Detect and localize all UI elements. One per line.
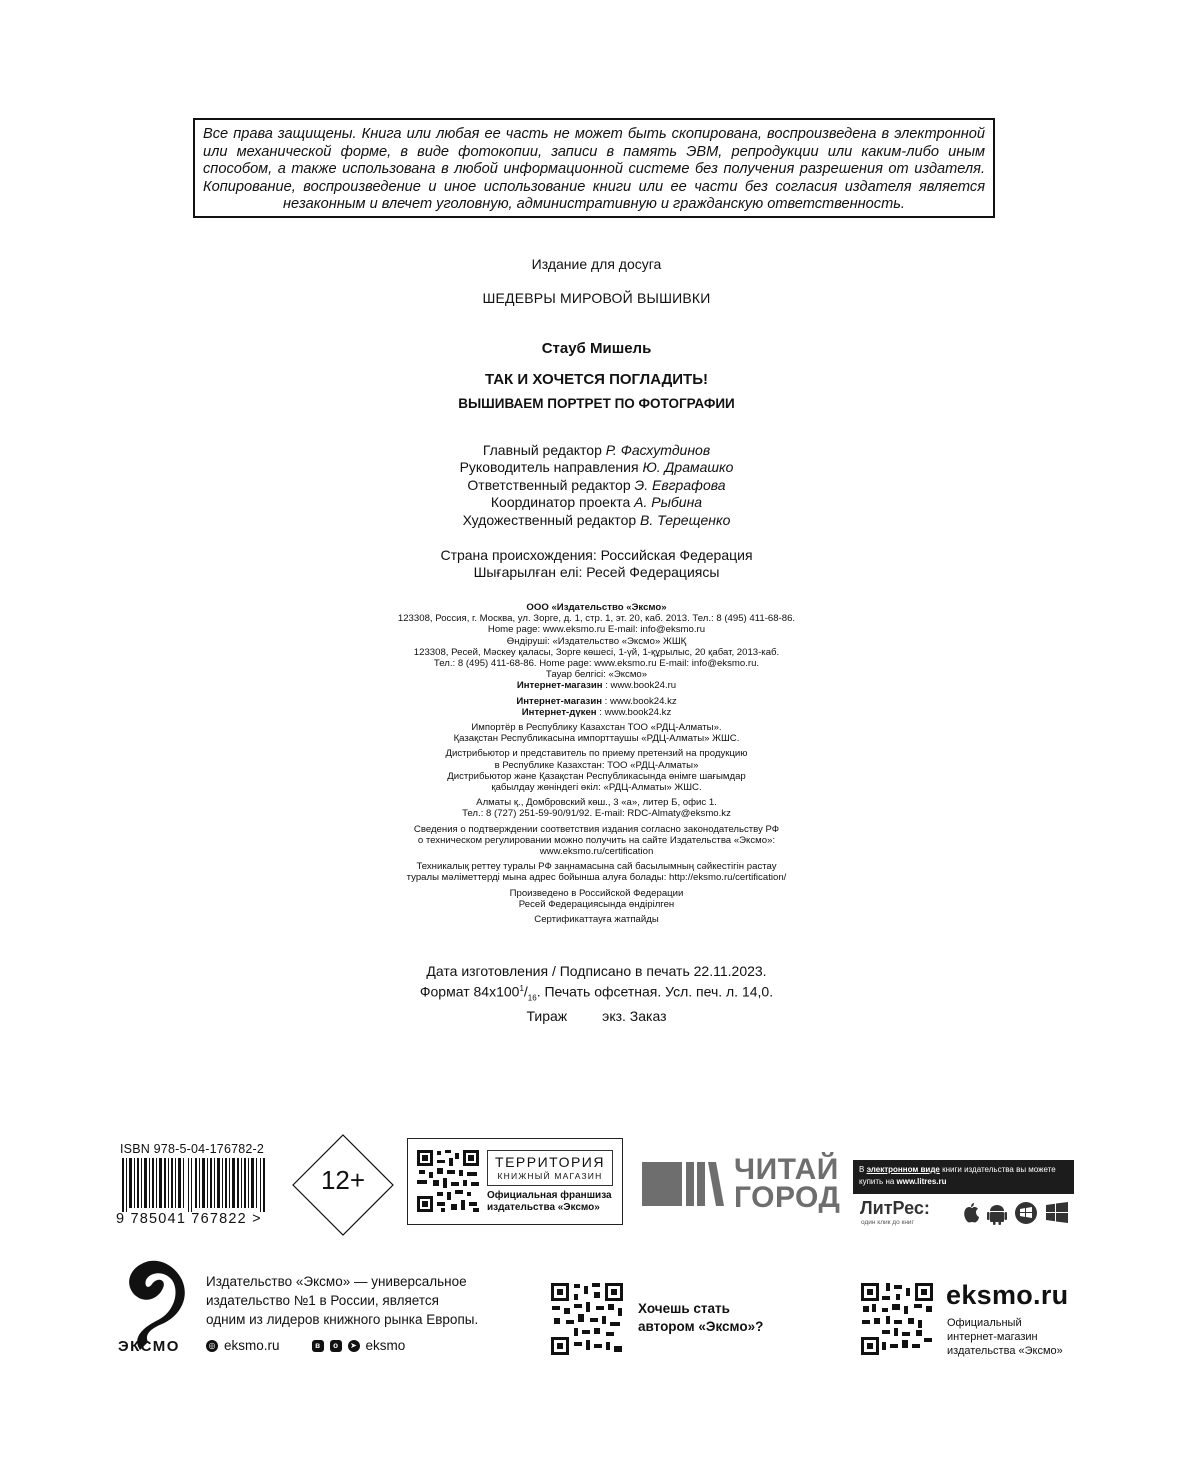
credit-role: Руководитель направления xyxy=(459,459,639,476)
credit-line xyxy=(0,494,1193,511)
publisher-group xyxy=(0,602,1193,692)
territory-caption-line: Официальная франшиза xyxy=(487,1190,612,1201)
shop-ru-url: : www.book24.ru xyxy=(602,680,677,692)
litres-text: купить на xyxy=(859,1177,897,1186)
credit-person: Э. Евграфова xyxy=(634,476,726,493)
litres-text: В xyxy=(859,1165,867,1174)
chitai-gorod-wordmark xyxy=(734,1153,841,1214)
distributor-line: Дистрибьютор и представитель по приему претензий на продукцию xyxy=(445,748,748,760)
age-rating: 12+ xyxy=(320,1165,366,1195)
eksmo-shop-description xyxy=(947,1316,1063,1358)
litres-logo: ЛитРес: xyxy=(860,1198,930,1218)
chitai-line: ЧИТАЙ xyxy=(734,1153,839,1186)
eksmo-desc-line: одним из лидеров книжного рынка Европы. xyxy=(206,1312,479,1327)
made-in-group xyxy=(0,888,1193,910)
credit-line xyxy=(0,512,1193,529)
almaty-group xyxy=(0,797,1193,819)
eksmo-site-big[interactable]: eksmo.ru xyxy=(946,1280,1069,1310)
importer-group xyxy=(0,722,1193,744)
importer-kz: Қазақстан Республикасына импорттаушы «РДЦ-Алматы» ЖШС. xyxy=(453,733,740,745)
windows-icon xyxy=(1046,1202,1068,1223)
no-cert: Сертификаттауға жатпайды xyxy=(534,914,659,926)
cert-group xyxy=(0,824,1193,858)
barcode-digits: 9 785041 767822 > xyxy=(116,1211,262,1227)
credits-block xyxy=(0,442,1193,529)
windows-phone-icon xyxy=(1015,1202,1037,1224)
android-icon xyxy=(987,1205,1007,1225)
origin-block xyxy=(0,547,1193,582)
telegram-icon[interactable]: ➤ xyxy=(348,1340,360,1352)
shop-kz2-label: Интернет-дүкен xyxy=(521,706,597,718)
credit-line xyxy=(0,442,1193,459)
isbn-label: ISBN 978-5-04-176782-2 xyxy=(120,1142,265,1156)
credit-line xyxy=(0,459,1193,476)
cert-kz-line: туралы мәліметтерді мына адрес бойынша алуға болады: http://eksmo.ru/certification/ xyxy=(406,872,787,884)
imprint-block xyxy=(0,602,1193,929)
territory-caption xyxy=(487,1190,612,1214)
cert-kz-group xyxy=(0,861,1193,883)
almaty-contacts: Тел.: 8 (727) 251-59-90/91/92. E-mail: RDC-Almaty@eksmo.kz xyxy=(462,808,731,820)
credit-person: Ю. Драмашко xyxy=(642,459,734,476)
shop-desc-line: Официальный xyxy=(947,1317,1022,1329)
print-date: Дата изготовления / Подписано в печать 22.11.2023. xyxy=(426,963,767,979)
author-q-line: автором «Эксмо»? xyxy=(638,1319,764,1334)
made-kz: Ресей Федерациясында өндірілген xyxy=(518,898,675,910)
no-cert-group xyxy=(0,914,1193,925)
distributor-line: Дистрибьютор және Қазақстан Республикасында өнімге шағымдар xyxy=(447,770,746,782)
book-subtitle: ВЫШИВАЕМ ПОРТРЕТ ПО ФОТОГРАФИИ xyxy=(458,396,735,411)
address-kz: 123308, Ресей, Мәскеу қаласы, Зорге көшесі, 1-үй, 1-құрылыс, 20 қабат, 2013-каб. xyxy=(413,646,780,658)
author-name: Стауб Мишель xyxy=(541,340,652,357)
print-info-block xyxy=(0,962,1193,1025)
litres-banner xyxy=(853,1160,1074,1194)
distributor-line: в Республике Казахстан: ТОО «РДЦ-Алматы» xyxy=(494,759,699,771)
run-label: Тираж xyxy=(526,1008,568,1025)
maker-kz: Өндіруші: «Издательство «Эксмо» ЖШҚ xyxy=(506,635,687,647)
format-sub: 16 xyxy=(527,993,537,1003)
format-prefix: Формат 84x100 xyxy=(419,983,520,1000)
litres-link-text: электронном виде xyxy=(866,1165,940,1174)
made-ru: Произведено в Российской Федерации xyxy=(509,887,684,899)
print-run xyxy=(0,1007,1193,1025)
format-suffix: . Печать офсетная. Усл. печ. л. 14,0. xyxy=(536,983,774,1000)
litres-url: www.litres.ru xyxy=(896,1177,947,1186)
credit-person: А. Рыбина xyxy=(634,494,703,511)
territory-caption-line: издательства «Эксмо» xyxy=(487,1202,600,1213)
eksmo-desc-line: издательство №1 в России, является xyxy=(206,1293,439,1308)
credit-person: Р. Фасхутдинов xyxy=(605,442,711,458)
credit-role: Ответственный редактор xyxy=(467,476,631,493)
rights-notice-text: Все права защищены. Книга или любая ее часть не может быть скопирована, воспроизведена в электронной или механической форме, в виде фотокопии, записи в память ЭВМ, репродукции или каким-либо иным способом, а также использована в любой информационной системе без получения разрешения от издателя. Копирование, воспроизведение и иное использование книги или ее части без согласия издателя является незаконным и влечет уголовную, административную и гражданскую ответственность. xyxy=(203,126,985,213)
shop-desc-line: интернет-магазин xyxy=(947,1331,1038,1343)
credit-person: В. Терещенко xyxy=(640,511,731,528)
credit-line xyxy=(0,477,1193,494)
territory-logo-big: ТЕРРИТОРИЯ xyxy=(495,1154,605,1170)
litres-tagline: один клик до книг xyxy=(861,1219,914,1226)
eksmo-wordmark: ЭКСМО xyxy=(118,1338,180,1355)
apple-icon xyxy=(964,1203,979,1222)
globe-icon: ◎ xyxy=(206,1340,218,1352)
cert-line: www.eksmo.ru/certification xyxy=(539,846,654,858)
shop-kz2-url: : www.book24.kz xyxy=(596,706,672,718)
eksmo-social-handle[interactable]: eksmo xyxy=(365,1338,406,1353)
credit-role: Главный редактор xyxy=(482,442,602,458)
publisher-name: ООО «Издательство «Эксмо» xyxy=(526,602,667,613)
author-q-line: Хочешь стать xyxy=(638,1301,730,1316)
genre-label: Издание для досуга xyxy=(531,256,662,272)
shop-kz-url: : www.book24.kz xyxy=(602,695,677,707)
credit-role: Координатор проекта xyxy=(490,494,631,511)
rights-notice-box xyxy=(193,118,995,218)
become-author-prompt[interactable] xyxy=(638,1300,763,1336)
contacts-kz: Тел.: 8 (495) 411-68-86. Home page: www.eksmo.ru E-mail: info@eksmo.ru. xyxy=(433,658,760,670)
cert-line: Сведения о подтверждении соответствия издания согласно законодательству РФ xyxy=(413,823,780,835)
territory-logo-small: КНИЖНЫЙ МАГАЗИН xyxy=(497,1171,603,1181)
trademark: Тауар белгісі: «Эксмо» xyxy=(545,669,648,681)
vk-icon[interactable]: в xyxy=(312,1340,324,1352)
origin-kz: Шығарылған елі: Ресей Федерациясы xyxy=(473,564,720,581)
series-label: ШЕДЕВРЫ МИРОВОЙ ВЫШИВКИ xyxy=(482,290,711,306)
cert-kz-line: Техникалық реттеу туралы РФ заңнамасына сай басылымның сәйкестігін растау xyxy=(416,861,777,873)
cert-line: о техническом регулировании можно получить на сайте Издательства «Эксмо»: xyxy=(417,834,776,846)
shop-ru-label: Интернет-магазин xyxy=(516,680,603,692)
eksmo-links xyxy=(206,1338,405,1353)
publisher-address: 123308, Россия, г. Москва, ул. Зорге, д. 1, стр. 1, эт. 20, каб. 2013. Тел.: 8 (495) 411-68-86. xyxy=(397,613,796,625)
run-suffix: экз. Заказ xyxy=(602,1008,667,1025)
publisher-web: Home page: www.eksmo.ru E-mail: info@eksmo.ru xyxy=(487,624,706,636)
almaty-address: Алматы қ., Домбровский көш., 3 «а», литер Б, офис 1. xyxy=(476,797,717,809)
ok-icon[interactable]: о xyxy=(330,1340,342,1352)
book-title: ТАК И ХОЧЕТСЯ ПОГЛАДИТЬ! xyxy=(485,371,708,388)
shop-desc-line: издательства «Эксмо» xyxy=(947,1345,1063,1357)
shop-kz-group xyxy=(0,696,1193,718)
origin-ru: Страна происхождения: Российская Федерация xyxy=(440,547,753,563)
gorod-line: ГОРОД xyxy=(734,1181,841,1214)
shop-qr-code-icon xyxy=(860,1282,934,1356)
eksmo-description xyxy=(206,1272,478,1329)
qr-code-icon xyxy=(415,1148,481,1214)
eksmo-desc-line: Издательство «Эксмо» — универсальное xyxy=(206,1274,467,1289)
shop-kz-label: Интернет-магазин xyxy=(516,695,603,707)
platform-icons xyxy=(958,1200,1070,1226)
distributor-line: қабылдау жөніндегі өкіл: «РДЦ-Алматы» ЖШС. xyxy=(491,782,702,794)
importer-ru: Импортёр в Республику Казахстан ТОО «РДЦ-Алматы». xyxy=(471,722,722,734)
chitai-gorod-logo-icon xyxy=(642,1160,732,1208)
distributor-group xyxy=(0,748,1193,793)
format-sup: 1 xyxy=(519,984,524,993)
print-format: Формат $84x100^1/_{16}$. Печать офсетная. Усл. печ. л. 14,0. xyxy=(419,983,774,1003)
territory-logo xyxy=(487,1150,613,1186)
barcode xyxy=(120,1158,270,1212)
credit-role: Художественный редактор xyxy=(462,511,637,528)
eksmo-site-link[interactable]: eksmo.ru xyxy=(224,1338,280,1353)
author-qr-code-icon xyxy=(550,1282,624,1356)
litres-text: книги издательства вы можете xyxy=(939,1165,1056,1174)
